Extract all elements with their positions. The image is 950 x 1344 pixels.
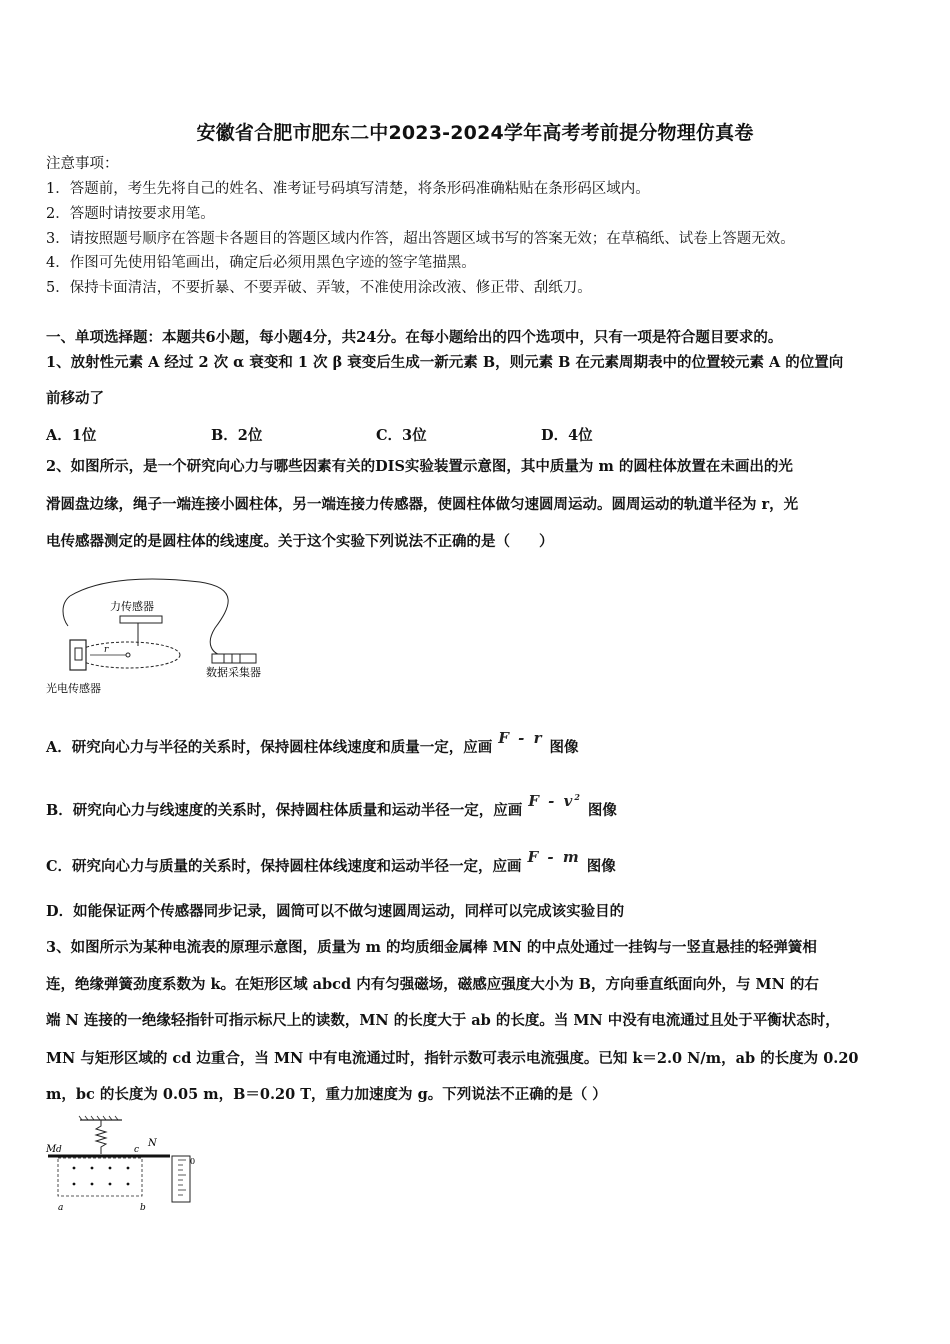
section-heading: 一、单项选择题：本题共6小题，每小题4分，共24分。在每小题给出的四个选项中，只有一项是符合题目要求的。 [46,329,783,346]
q2-option-b: B．研究向心力与线速度的关系时，保持圆柱体质量和运动半径一定，应画F - $v^2$图像 [46,792,617,819]
force-sensor-box [120,616,162,623]
svg-text:b: b [140,1203,146,1213]
question-1-line: 1、放射性元素 A 经过 2 次 α 衰变和 1 次 β 衰变后生成一新元素 B，则元素 B 在元素周期表中的位置较元素 A 的位置向 [46,354,844,371]
data-collector-label: 数据采集器 [206,666,261,679]
question-3-line: 端 N 连接的一绝缘轻指针可指示标尺上的读数，MN 的长度大于 ab 的长度。当 MN 中没有电流通过且处于平衡状态时， [46,1012,840,1029]
q2-option-d: D．如能保证两个传感器同步记录，圆筒可以不做匀速圆周运动，同样可以完成该实验目的 [46,903,625,920]
page-title: 安徽省合肥市肥东二中2023-2024学年高考考前提分物理仿真卷 [196,122,754,144]
notice-item: 3．请按照题号顺序在答题卡各题目的答题区域内作答，超出答题区域书写的答案无效；在草稿纸、试卷上答题无效。 [46,231,795,247]
question-3-line: 连，绝缘弹簧劲度系数为 k。在矩形区域 abcd 内有匀强磁场，磁感应强度大小为 B，方向垂直纸面向外，与 MN 的右 [46,976,819,993]
radius-label: r [104,645,109,655]
centripetal-apparatus-diagram [40,568,300,700]
notice-item: 2．答题时请按要求用笔。 [46,206,215,222]
question-3-line: m，bc 的长度为 0.05 m，B＝0.20 T，重力加速度为 g。下列说法不正确的是（ ） [46,1086,607,1103]
question-3-line: MN 与矩形区域的 cd 边重合，当 MN 中有电流通过时，指针示数可表示电流强度。已知 k＝2.0 N/m，ab 的长度为 0.20 [46,1050,859,1067]
notice-item: 4．作图可先使用铅笔画出，确定后必须用黑色字迹的签字笔描黑。 [46,255,476,271]
svg-text:a: a [58,1203,64,1213]
q1-option-d: D．4位 [541,427,593,444]
formula-f-r: F - r [498,729,544,747]
notice-heading: 注意事项： [46,156,119,172]
question-1-line: 前移动了 [46,390,104,407]
formula-f-m: F - m [527,848,581,866]
q1-option-c: C．3位 [376,427,427,444]
question-3-line: 3、如图所示为某种电流表的原理示意图，质量为 m 的均质细金属棒 MN 的中点处通过一挂钩与一竖直悬挂的轻弹簧相 [46,939,817,956]
q2-option-a: A．研究向心力与半径的关系时，保持圆柱体线速度和质量一定，应画F - r图像 [46,729,579,756]
field-dots [73,1167,130,1186]
photo-sensor-label: 光电传感器 [46,682,101,695]
svg-text:c: c [134,1145,140,1155]
svg-text:0: 0 [190,1157,196,1166]
q1-option-a: A．1位 [46,427,97,444]
q2-option-c: C．研究向心力与质量的关系时，保持圆柱体线速度和运动半径一定，应画F - m图像 [46,848,616,875]
question-2-line: 2、如图所示，是一个研究向心力与哪些因素有关的DIS实验装置示意图，其中质量为 m 的圆柱体放置在未画出的光 [46,458,793,475]
notice-item: 1．答题前，考生先将自己的姓名、准考证号码填写清楚，将条形码准确粘贴在条形码区域内。 [46,181,650,197]
q1-option-b: B．2位 [211,427,263,444]
spring [96,1120,106,1154]
force-sensor-label: 力传感器 [110,600,154,613]
svg-text:d: d [56,1145,62,1155]
magnetic-field-region [58,1158,142,1196]
question-2-line: 电传感器测定的是圆柱体的线速度。关于这个实验下列说法不正确的是（ ） [46,533,554,550]
svg-text:M: M [46,1144,57,1155]
question-2-line: 滑圆盘边缘，绳子一端连接小圆柱体，另一端连接力传感器，使圆柱体做匀速圆周运动。圆周运动的轨道半径为 r，光 [46,496,799,513]
notice-item: 5．保持卡面清洁，不要折暴、不要弄破、弄皱，不准使用涂改液、修正带、刮纸刀。 [46,280,592,296]
ammeter-diagram [44,1112,214,1216]
formula-f-v2: F - $v^2$ [528,792,582,810]
data-collector-box [212,654,256,663]
svg-text:N: N [148,1138,157,1149]
